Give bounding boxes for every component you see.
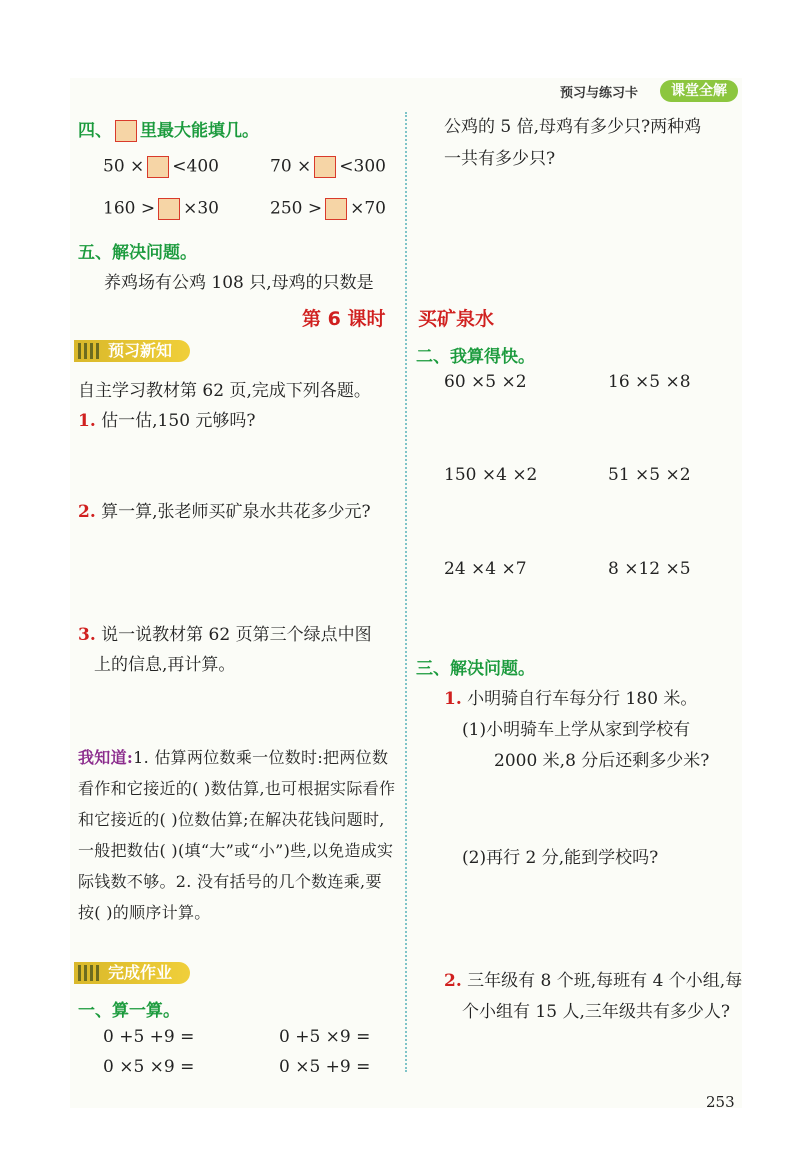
sec4-item-1 [103,156,219,178]
answer-box[interactable] [325,198,347,220]
continuation-line1: 公鸡的 5 倍,母鸡有多少只?两种鸡 [444,117,702,137]
item-post: ×70 [350,198,386,219]
homework-sec1-title: 一、算一算。 [78,1001,180,1021]
calc-item: 0 +5 +9 = [103,1027,195,1047]
sec3-q1a-line2: 2000 米,8 分后还剩多少米? [494,751,710,771]
sec4-item-2 [270,156,386,178]
header-badge: 课堂全解 [660,80,738,102]
answer-box[interactable] [158,198,180,220]
preview-tag [74,340,190,362]
knowledge-box [78,742,398,928]
sec3-q1b: (2)再行 2 分,能到学校吗? [462,848,659,868]
header-title: 预习与练习卡 [560,86,639,101]
continuation-line2: 一共有多少只? [444,149,556,169]
sec3-q1-number: 1. [444,689,462,709]
calc-item: 0 ×5 +9 = [279,1057,371,1077]
item-post: <400 [172,156,219,177]
homework-tag [74,962,190,984]
lesson-title: 买矿泉水 [418,308,495,330]
sec5-line1: 养鸡场有公鸡 108 只,母鸡的只数是 [104,273,374,293]
sec5-title: 五、解决问题。 [78,243,197,263]
sec3-q2 [444,966,742,991]
calc-item: 8 ×12 ×5 [608,559,691,579]
item-pre: 70 × [270,156,312,177]
item-post: ×30 [183,198,219,219]
item-pre: 250 > [270,198,323,219]
tag-bars-icon [78,343,100,359]
sec2-title: 二、我算得快。 [416,347,535,367]
lesson-number: 第 6 课时 [302,308,386,330]
preview-q2 [78,497,371,522]
knowledge-label: 我知道: [78,748,134,767]
preview-intro: 自主学习教材第 62 页,完成下列各题。 [78,381,371,401]
sec3-q2-number: 2. [444,971,462,991]
answer-box[interactable] [147,156,169,178]
homework-tag-label: 完成作业 [108,963,173,982]
calc-item: 16 ×5 ×8 [608,372,691,392]
answer-box [115,120,137,142]
sec4-item-4 [270,198,386,220]
sec4-title-pre: 四、 [78,121,112,141]
preview-tag-label: 预习新知 [108,341,173,360]
tag-bars-icon [78,965,100,981]
sec3-q1-text: 小明骑自行车每分行 180 米。 [467,689,698,709]
item-pre: 50 × [103,156,145,177]
sec3-q1a-line1: (1)小明骑车上学从家到学校有 [462,720,691,740]
item-post: <300 [339,156,386,177]
column-divider [405,112,407,1072]
sec4-title [78,116,259,142]
item-pre: 160 > [103,198,156,219]
calc-item: 0 +5 ×9 = [279,1027,371,1047]
calc-item: 150 ×4 ×2 [444,465,538,485]
page-number: 253 [706,1093,735,1111]
sec3-title: 三、解决问题。 [416,659,535,679]
q3-text-line1: 说一说教材第 62 页第三个绿点中图 [101,625,372,645]
preview-q1 [78,406,256,431]
sec3-q2-text-line1: 三年级有 8 个班,每班有 4 个小组,每 [467,971,743,991]
sec4-item-3 [103,198,219,220]
calc-item: 24 ×4 ×7 [444,559,527,579]
q3-number: 3. [78,625,96,645]
answer-box[interactable] [314,156,336,178]
calc-item: 51 ×5 ×2 [608,465,691,485]
q2-text: 算一算,张老师买矿泉水共花多少元? [101,502,371,522]
q2-number: 2. [78,502,96,522]
q1-text: 估一估,150 元够吗? [101,411,256,431]
knowledge-text: 1. 估算两位数乘一位数时:把两位数看作和它接近的( )数估算,也可根据实际看作和它接近的( )位数估算;在解决花钱问题时,一般把数估( )(填“大”或“小”)些,以免造成实际钱数不够。2. 没有括号的几个数连乘,要按( )的顺序计算。 [78,748,396,922]
sec3-q1 [444,684,697,709]
sec3-q2-line2: 个小组有 15 人,三年级共有多少人? [462,1002,730,1022]
calc-item: 0 ×5 ×9 = [103,1057,195,1077]
calc-item: 60 ×5 ×2 [444,372,527,392]
sec4-title-post: 里最大能填几。 [140,121,259,141]
q1-number: 1. [78,411,96,431]
preview-q3 [78,620,372,645]
q3-text-line2: 上的信息,再计算。 [94,655,236,675]
